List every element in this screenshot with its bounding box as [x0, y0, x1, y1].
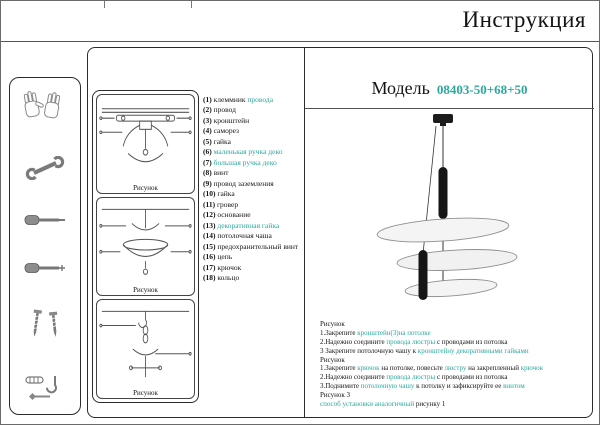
instruction-line: 3.Поднимите потолочную чашу к потолку и зафиксируйте ее винтом	[320, 382, 525, 391]
part-item: (4) саморез	[203, 126, 240, 136]
print-mark	[104, 1, 105, 8]
instruction-line: способ установки аналогичный рисунку 1	[320, 399, 446, 408]
part-number: (2)	[203, 105, 214, 115]
part-number: (5)	[203, 136, 214, 146]
figure-1-diagram	[97, 97, 194, 182]
part-number: (1)	[203, 95, 214, 104]
figure-2	[96, 197, 195, 297]
instruction-line: 3 Закрепите потолочную чашу к кронштейну декоративными гайками	[320, 346, 529, 355]
part-item: (17) крючок	[203, 262, 242, 272]
page-title: Инструкция	[462, 7, 586, 32]
instruction-line: 1.Закрепите крючок на потолке, повесьте люстру на закрепленный крючок	[320, 364, 543, 373]
part-item: (11) гровер	[203, 199, 239, 209]
model-divider	[305, 108, 594, 109]
part-item: (3) кронштейн	[203, 115, 250, 125]
gloves-icon	[22, 88, 68, 122]
print-mark	[191, 1, 192, 8]
parts-list	[203, 96, 303, 285]
tools-panel	[9, 77, 81, 415]
figure-2-caption: Рисунок	[133, 286, 158, 295]
part-number: (17)	[203, 262, 218, 272]
figure-2-diagram	[97, 200, 194, 285]
part-number: (11)	[203, 199, 217, 209]
part-item: (5) гайка	[203, 136, 231, 146]
model-label: Модель	[371, 78, 430, 98]
part-item: (16) цепь	[203, 252, 233, 262]
content-panel	[87, 47, 593, 418]
part-item: (10) гайка	[203, 189, 235, 199]
lamp-illustration	[305, 110, 594, 315]
part-number: (7)	[203, 157, 214, 167]
part-number: (10)	[203, 189, 218, 199]
part-number: (14)	[203, 231, 218, 241]
part-number: (18)	[203, 273, 218, 283]
screws-icon	[28, 308, 62, 340]
part-number: (4)	[203, 126, 214, 136]
part-item: (9) провод заземления	[203, 178, 274, 188]
wall-anchors-icon	[24, 374, 66, 404]
wrench-icon	[25, 156, 65, 180]
figure-3-caption: Рисунок	[133, 389, 158, 398]
assembly-figures	[92, 90, 199, 403]
part-item: (7) большая ручка деко	[203, 157, 277, 167]
model-header	[305, 78, 594, 99]
part-item: (15) предохранительный винт	[203, 241, 299, 251]
screwdriver-flat-icon	[24, 213, 66, 227]
part-item: (6) маленькая ручка деко	[203, 147, 283, 157]
part-number: (9)	[203, 178, 214, 188]
part-number: (16)	[203, 252, 218, 262]
part-item: (13) декоративная гайка	[203, 220, 280, 230]
figure-1-caption: Рисунок	[133, 183, 158, 192]
part-item: (8) винт	[203, 168, 229, 178]
part-number: (8)	[203, 168, 214, 178]
part-number: (3)	[203, 115, 214, 125]
installation-instructions	[320, 320, 588, 409]
figure-3-diagram	[97, 302, 194, 387]
title-divider	[1, 41, 599, 42]
part-item: (12) основание	[203, 210, 251, 220]
screwdriver-phillips-icon	[24, 261, 66, 275]
model-number: 08403-50+68+50	[436, 82, 528, 97]
part-number: (6)	[203, 147, 214, 157]
part-number: (13)	[203, 220, 218, 230]
instruction-figure-heading: Рисунок 3	[320, 391, 351, 399]
part-item: (1) клеммник провода	[203, 95, 274, 104]
instruction-line: 1.Закрепите кронштейн(3)на потолке	[320, 328, 431, 337]
instruction-line: 2.Надежно соедините провода люстры с проводами из потолка	[320, 373, 508, 382]
figure-1	[96, 94, 195, 194]
part-item: (2) провод	[203, 105, 236, 115]
figure-3	[96, 299, 195, 399]
part-number: (15)	[203, 241, 218, 251]
instruction-line: 2.Надежно соедините провода люстры с проводами из потолка	[320, 337, 508, 346]
part-item: (18) кольцо	[203, 273, 240, 283]
instruction-figure-heading: Рисунок	[320, 320, 345, 328]
part-number: (12)	[203, 210, 218, 220]
part-item: (14) потолочная чаша	[203, 231, 272, 241]
instruction-figure-heading: Рисунок	[320, 355, 345, 364]
